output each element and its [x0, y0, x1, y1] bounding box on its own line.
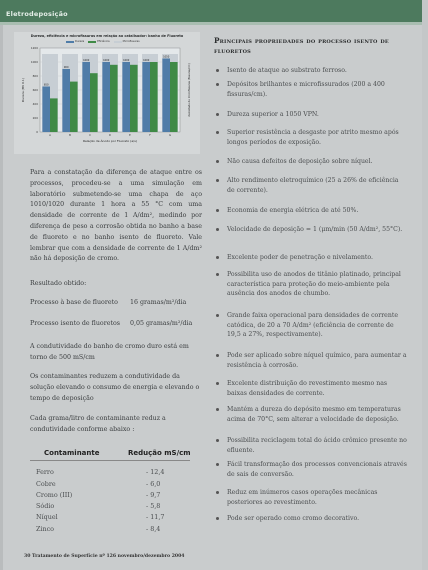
result-value: 16 gramas/m²/dia [130, 299, 187, 306]
property-bullet [216, 514, 407, 524]
bar-dureza [122, 62, 130, 132]
x-tick-label: D [109, 134, 111, 137]
paragraph-per-gram: Cada grama/litro de contaminante reduz a condutividade conforme abaixo : [30, 415, 166, 433]
property-bullet [216, 379, 407, 398]
bullet-dot-icon [216, 439, 219, 442]
result-value: 0,05 gramas/m²/dia [130, 320, 193, 327]
cell-contaminante: Ferro [36, 468, 54, 476]
y-tick-label: 1200 [30, 46, 38, 50]
bar-dureza [142, 62, 150, 132]
property-bullet [216, 80, 407, 99]
bullet-text: Não causa defeitos de deposição sobre níquel. [227, 158, 373, 165]
paragraph-contaminants: Os contaminantes reduzem a condutividade da solução elevando o consumo de energia e elevando o tempo de deposição [30, 373, 200, 402]
property-bullet [216, 405, 407, 424]
bullet-dot-icon [216, 354, 219, 357]
x-axis-label: Relação de Ânodo por Fluoreto (a/s) [83, 139, 137, 143]
cell-reducao: - 6,0 [146, 480, 161, 488]
property-bullet [216, 488, 407, 507]
bullet-text: Superior resistência a desgaste por atrito mesmo após longos períodos de exposição. [227, 129, 399, 146]
page-footer: 30 Tratamento de Superfície nº 126 novembro/dezembro 2004 [24, 554, 185, 559]
result-row-isento [30, 320, 192, 327]
cell-reducao: - 11,7 [146, 513, 165, 521]
bullet-text: Pode ser aplicado sobre níquel químico, para aumentar a resistência à corrosão. [227, 352, 407, 369]
header-divider [0, 22, 428, 25]
bar-value-label: 1000 [103, 59, 110, 62]
chart-plot [14, 32, 200, 154]
bar-value-label: 1050 [163, 55, 170, 59]
table-header-reducao: Redução mS/cm [128, 449, 191, 457]
property-bullet [216, 460, 407, 479]
bullet-text: Pode ser operado como cromo decorativo. [227, 515, 360, 522]
bullet-dot-icon [216, 382, 219, 385]
property-bullet [216, 66, 407, 76]
bar-dureza [102, 62, 110, 132]
y-tick-label: 800 [32, 74, 38, 78]
right-margin-bar [422, 0, 428, 570]
bullet-text: Excelente poder de penetração e nivelamento. [227, 254, 373, 261]
section-label: Eletrodeposição [6, 10, 68, 18]
bar-eficiencia [50, 98, 58, 132]
bar-eficiencia [130, 65, 138, 132]
x-tick-label: F [149, 134, 151, 137]
paragraph-conductivity: A condutividade do banho de cromo duro está em torno de 500 mS/cm [30, 343, 189, 361]
bullet-text: Grande faixa operacional para densidades de corrente catódica, de 20 a 70 A/dm² (eficiência de corrente de 19,5 a 27%, respectivamente). [227, 312, 398, 339]
bullet-text: Fácil transformação dos processos convencionais através de sais de conversão. [227, 461, 407, 478]
bullet-dot-icon [216, 228, 219, 231]
bullet-dot-icon [216, 160, 219, 163]
property-bullet [216, 351, 407, 370]
bar-value-label: 900 [63, 66, 69, 69]
bullet-dot-icon [216, 209, 219, 212]
x-tick-label: C [89, 134, 91, 137]
bullet-text: Dureza superior a 1050 VPN. [227, 111, 319, 118]
property-bullet [216, 270, 407, 299]
bullet-text: Excelente distribuição do revestimento mesmo nas baixas densidades de corrente. [227, 380, 388, 397]
bar-value-label: 1000 [83, 59, 90, 62]
paragraph-simulation: Para a constatação da diferença de ataque entre os processos, procedeu-se a uma simulação em laboratório submetendo-se uma chapa de aço 1010/1020 durante 1 hora a 55 °C com uma densidade de corrente de 1 A/dm², medindo por diferença de peso a corrosão obtida no banho a base de fluoreto e no banho isento de fluoreto. Vale lembrar que com a densidade de corrente de 1 A/dm² não há deposição de cromo. [30, 169, 202, 263]
bar-eficiencia [70, 82, 78, 132]
bullet-text: Isento de ataque ao substrato ferroso. [227, 67, 347, 74]
chart-figure [14, 32, 200, 154]
y-tick-label: 200 [32, 116, 38, 120]
chart-title: Dureza, eficiência e microfissuras em relação ao catalisador: banho de Fluoreto [30, 34, 184, 38]
bullet-dot-icon [216, 491, 219, 494]
cell-contaminante: Sódio [36, 502, 55, 510]
bullet-dot-icon [216, 517, 219, 520]
y-axis-label: Dureza (HV 0.1) [21, 78, 25, 102]
y-tick-label: 0 [36, 130, 38, 134]
y-axis-label-right: densidade de microfissuras (fissuras/cm) [188, 63, 191, 117]
bar-value-label: 1000 [143, 59, 150, 62]
bullet-text: Possibilita reciclagem total do ácido crômico presente no efluente. [227, 437, 407, 454]
bullet-dot-icon [216, 273, 219, 276]
property-bullet [216, 157, 407, 167]
y-tick-label: 400 [32, 102, 38, 106]
bullet-dot-icon [216, 408, 219, 411]
bullet-dot-icon [216, 314, 219, 317]
cell-reducao: - 9,7 [146, 491, 161, 499]
bar-dureza [82, 62, 90, 132]
bullet-text: Depósitos brilhantes e microfissurados (200 a 400 fissuras/cm). [227, 81, 385, 98]
legend-item-eficiencia: Eficiência [88, 40, 109, 43]
bar-eficiencia [90, 73, 98, 132]
legend-item-fissuras: Microfissuras [114, 40, 140, 43]
x-tick-label: B [69, 134, 71, 137]
bar-dureza [62, 69, 70, 132]
property-bullet [216, 311, 407, 340]
bar-dureza [162, 59, 170, 133]
bullet-text: Alto rendimento eletroquímico (25 a 26% de eficiência de corrente). [227, 177, 399, 194]
bullet-dot-icon [216, 256, 219, 259]
cell-reducao: - 12,4 [146, 468, 165, 476]
cell-reducao: - 8,4 [146, 525, 161, 533]
cell-contaminante: Zinco [36, 525, 55, 533]
bar-value-label: 1000 [123, 59, 130, 62]
property-bullet [216, 206, 407, 216]
bullet-text: Reduz em inúmeros casos operações mecânicas posteriores ao revestimento. [227, 489, 378, 506]
bullet-dot-icon [216, 83, 219, 86]
property-bullet [216, 225, 407, 235]
x-tick-label: G [168, 134, 172, 137]
result-label: Processo à base de fluoreto [30, 299, 118, 306]
y-tick-label: 600 [32, 88, 38, 92]
property-bullet [216, 253, 407, 263]
property-bullet [216, 176, 407, 195]
right-column-title: Principais propriedades do processo isento de fluoretos [214, 36, 389, 55]
result-row-fluoreto [30, 299, 186, 306]
bar-eficiencia [150, 62, 158, 132]
bullet-dot-icon [216, 113, 219, 116]
bar-dureza [42, 87, 50, 133]
bullet-text: Velocidade de deposição = 1 (μm/min (50 A/dm², 55°C). [227, 226, 403, 233]
cell-reducao: - 5,8 [146, 502, 161, 510]
bullet-dot-icon [216, 463, 219, 466]
bullet-text: Mantém a dureza do depósito mesmo em temperaturas acima de 70°C, sem alterar a velocidade de deposição. [227, 406, 401, 423]
table-header-contaminante: Contaminante [44, 449, 100, 457]
x-tick-label: E [129, 134, 131, 137]
property-bullet [216, 110, 407, 120]
bullet-text: Economia de energia elétrica de até 50%. [227, 207, 359, 214]
cell-contaminante: Níquel [36, 513, 58, 521]
bar-eficiencia [110, 65, 118, 132]
bullet-dot-icon [216, 131, 219, 134]
legend-item-dureza: Dureza [66, 40, 84, 43]
y-tick-label: 1000 [30, 60, 38, 64]
cell-contaminante: Cobre [36, 480, 56, 488]
paragraph-result-label: Resultado obtido: [30, 280, 87, 287]
bar-value-label: 650 [43, 83, 49, 87]
section-header-bar [0, 0, 428, 22]
bullet-text: Possibilita uso de anodos de titânio platinado, principal característica para proteção do meio-ambiente pela ausência dos anodos de chumbo. [227, 271, 401, 298]
result-label: Processo isento de fluoretos [30, 320, 120, 327]
cell-contaminante: Cromo (III) [36, 491, 73, 499]
x-tick-label: A [49, 134, 51, 137]
bullet-dot-icon [216, 179, 219, 182]
table-rule [30, 460, 190, 461]
property-bullet [216, 128, 407, 147]
left-margin-bar [0, 25, 3, 570]
bar-eficiencia [170, 62, 178, 132]
bullet-dot-icon [216, 69, 219, 72]
property-bullet [216, 436, 407, 455]
